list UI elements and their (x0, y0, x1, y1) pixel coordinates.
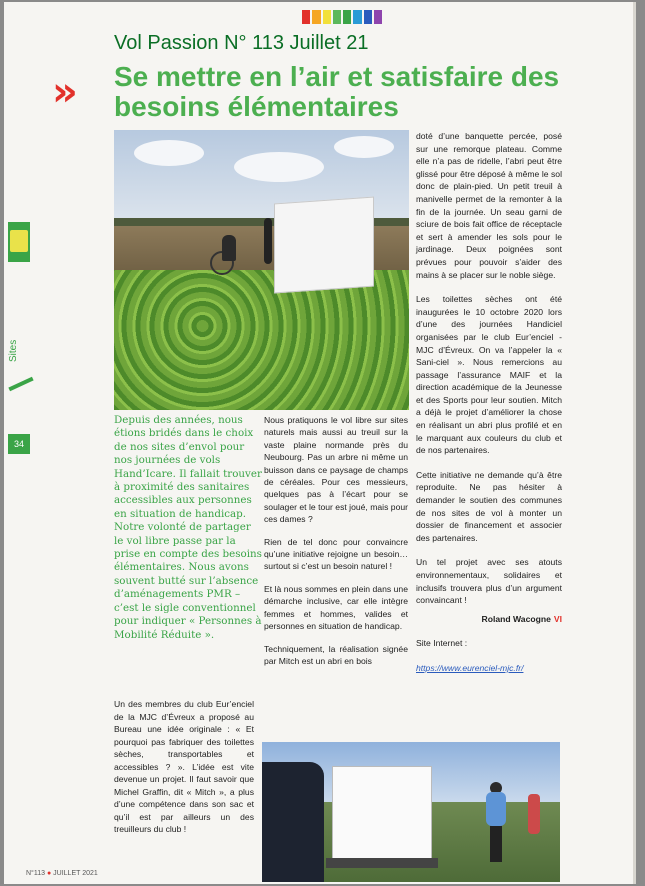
column-middle (264, 414, 408, 677)
toilet-field-photo (114, 130, 409, 410)
paragraph: Un tel projet avec ses atouts environnementaux, solidaires et inclusifs trouvera plus d’un argument convaincant ! (416, 557, 562, 606)
toilet-cabin (274, 197, 374, 294)
website-label: Site Internet : (416, 638, 468, 649)
article-title: Se mettre en l’air et satisfaire des besoins élémentaires (114, 61, 560, 122)
car (262, 762, 324, 882)
magazine-page (4, 2, 636, 884)
lead-paragraph: Depuis des années, nous étions bridés dans le choix de nos sites d’envol pour nos journées de vols Hand’Icare. Il fallait trouver à proximité des sanitaires accessibles aux personnes en situation de handicap. Notre volonté de partager le vol libre passe par la prise en compte des besoins élémentaires. Nous avons souvent butté sur l’absence d’aménagements PMR – c’est le sigle conventionnel pour indiquer « Personnes à Mobilité Réduite ». (114, 414, 262, 641)
stripe (343, 10, 351, 24)
stripe (353, 10, 361, 24)
paragraph: doté d’une banquette percée, posé sur une remorque plateau. Comme elle n’a pas de ridelle, l’abri peut être glissé pour être déposé à même le sol donc de plain-pied. Un petit treuil à manivelle permet de la remonter à la fin de la journée. Un seau garni de sciure de bois fait office de réceptacle et sert à amender les sols pour le jardinage. Deux poignées sont prévues pour pouvoir s’aider des mains à se placer sur le noble siège. (416, 131, 562, 280)
author-name: Roland Wacogne (481, 613, 551, 624)
paragraph: Les toilettes sèches ont été inaugurées le 10 octobre 2020 lors d’une des journées Handiciel organisées par le club Eur’enciel - MJC d’Évreux. On va l’appeler la « Sani-ciel ». Nous remercions au passage l’assurance MAIF et la direction académique de la Jeunesse et des Sports pour leur soutien. Mitch a déjà le projet d’améliorer la chose en réalisant un abri plus profilé et en le marquant aux couleurs du club et de nos partenaires. (416, 294, 562, 456)
toilet-cabin-on-trailer (332, 766, 432, 866)
color-stripes-decoration (302, 10, 382, 24)
page-footer: N°113 ● JUILLET 2021 (26, 870, 98, 877)
paragraph: Nous pratiquons le vol libre sur sites naturels mais aussi au treuil sur la vaste plaine normande près du Neubourg. Pas un arbre ni même un buisson dans ce paysage de champs de céréales. Pour ces messieurs, quelques pas à l’écart pour se soulager et le tour est joué, mais pour ces dames ? (264, 415, 408, 525)
signature-logo-icon: VI (553, 613, 562, 624)
stripe (323, 10, 331, 24)
column-left (114, 698, 254, 846)
diagonal-decoration (8, 377, 33, 392)
side-strip (8, 162, 32, 462)
person-standing (484, 782, 508, 862)
column-right (416, 130, 562, 675)
paragraph: Cette initiative ne demande qu’à être reproduite. Ne pas hésiter à demander le soutien des communes de nos sites de vol à monter un dossier de financement et associer des partenaires. (416, 469, 562, 543)
standing-person (264, 218, 272, 264)
magazine-header: Vol Passion N° 113 Juillet 21 (114, 32, 369, 54)
club-logo-icon (8, 222, 30, 262)
issue-month: JUILLET 2021 (53, 870, 98, 877)
page-number: 34 (8, 434, 30, 454)
stripe (312, 10, 320, 24)
chevrons-icon: » (52, 69, 72, 115)
stripe (302, 10, 310, 24)
paragraph: Et là nous sommes en plein dans une démarche inclusive, car elle intègre femmes et hommes, valides et personnes en situation de handicap. (264, 583, 408, 632)
paragraph: Techniquement, la réalisation signée par Mitch est un abri en bois (264, 643, 408, 666)
website-link[interactable]: https://www.eurenciel-mjc.fr/ (416, 662, 524, 673)
issue-number: N°113 (26, 870, 46, 877)
person-background (528, 794, 540, 834)
trailer-photo (262, 742, 560, 882)
section-label: Sites (8, 339, 19, 362)
stripe (333, 10, 341, 24)
wheelchair-user (210, 235, 250, 275)
author-signature (416, 613, 562, 626)
paragraph: Rien de tel donc pour convaincre qu’une initiative rejoigne un besoin… surtout si c’est un besoin naturel ! (264, 536, 408, 572)
paragraph: Un des membres du club Eur’enciel de la MJC d’Évreux a proposé au Bureau une idée originale : « Et pourquoi pas fabriquer des toilettes sèches, transportables et accessibles ? ». L’idée est vite devenue un projet. Il faut savoir que Michel Graffin, dit « Mitch », a plus d’une compétence dans son sac et qu’il est par ailleurs un des treuilleurs du club ! (114, 699, 254, 834)
stripe (364, 10, 372, 24)
stripe (374, 10, 382, 24)
